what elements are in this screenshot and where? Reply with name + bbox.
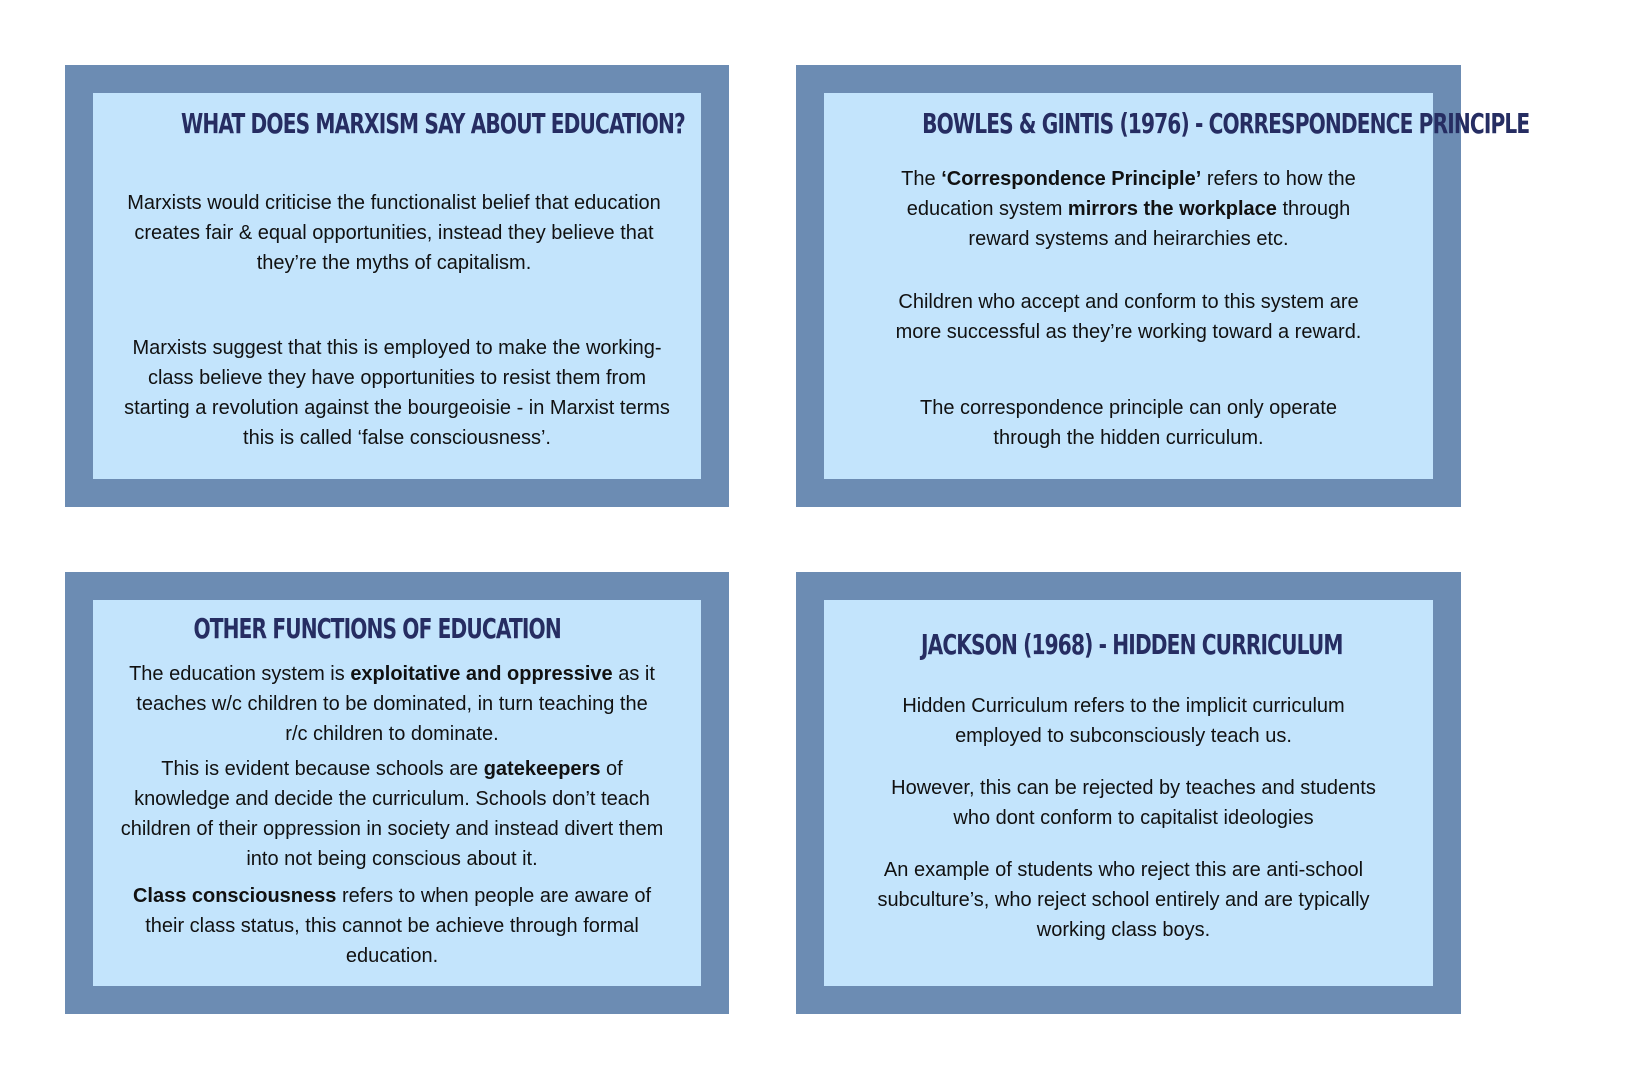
card-title: BOWLES & GINTIS (1976) - CORRESPONDENCE PRINCIPLE [922, 107, 1530, 140]
card-paragraph: The education system is exploitative and oppressive as it teaches w/c children to be dominated, in turn teaching the r/c children to dominate. [129, 663, 655, 745]
card-paragraph: Children who accept and conform to this system are more successful as they’re working toward a reward. [895, 291, 1362, 343]
card-paragraph: The correspondence principle can only operate through the hidden curriculum. [920, 397, 1337, 449]
card-other-functions [65, 572, 729, 1014]
card-paragraph: However, this can be rejected by teaches and students who dont conform to capitalist ideologies [891, 777, 1376, 829]
card-title: OTHER FUNCTIONS OF EDUCATION [193, 612, 561, 645]
card-paragraph: This is evident because schools are gatekeepers of knowledge and decide the curriculum. Schools don’t teach children of their oppression in society and instead divert them into not being conscious about it. [120, 758, 664, 870]
card-panel [93, 93, 701, 479]
card-paragraph: Marxists suggest that this is employed to make the working- class believe they have opportunities to resist them from starting a revolution against the bourgeoisie - in Marxist terms this is called ‘false consciousness’. [124, 337, 670, 449]
card-paragraph: Marxists would criticise the functionalist belief that education creates fair & equal opportunities, instead they believe that they’re the myths of capitalism. [127, 192, 661, 274]
card-title: WHAT DOES MARXISM SAY ABOUT EDUCATION? [180, 107, 685, 140]
card-paragraph: An example of students who reject this are anti-school subculture’s, who reject school entirely and are typically working class boys. [877, 859, 1370, 941]
card-paragraph: The ‘Correspondence Principle’ refers to how the education system mirrors the workplace through reward systems and heirarchies etc. [901, 168, 1356, 250]
card-panel [824, 600, 1433, 986]
card-correspondence-principle [796, 65, 1530, 507]
card-marxism-education [65, 65, 729, 507]
card-hidden-curriculum [796, 572, 1461, 1014]
card-panel [824, 93, 1530, 479]
card-paragraph: Class consciousness refers to when people are aware of their class status, this cannot be achieve through formal education. [132, 885, 652, 967]
card-panel [93, 600, 701, 986]
card-paragraph: Hidden Curriculum refers to the implicit curriculum employed to subconsciously teach us. [902, 695, 1345, 747]
card-title: JACKSON (1968) - HIDDEN CURRICULUM [920, 628, 1343, 661]
